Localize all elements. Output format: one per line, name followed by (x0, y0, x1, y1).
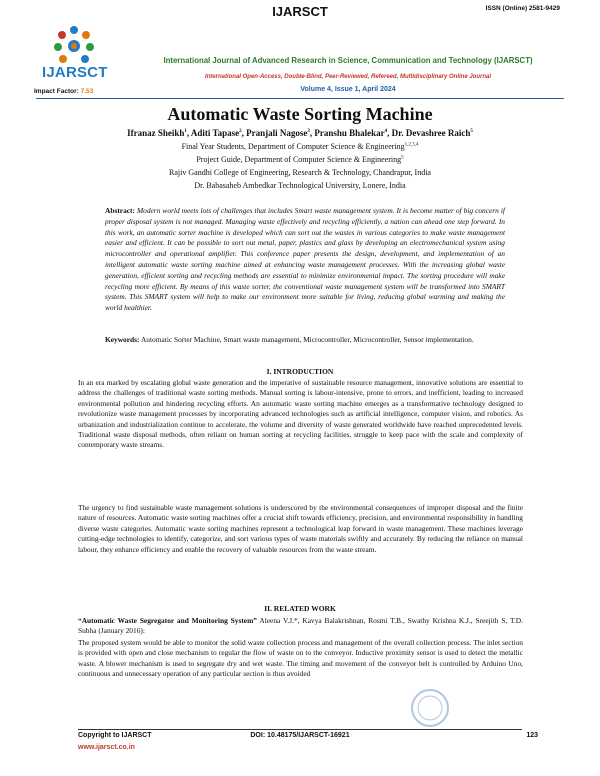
reference-title: “Automatic Waste Segregator and Monitoring System” (78, 616, 257, 625)
author: Aditi Tapase (190, 128, 240, 138)
affiliation-text: Project Guide, Department of Computer Science & Engineering (196, 155, 402, 164)
journal-full-title: International Journal of Advanced Research in Science, Communication and Technology (IJARSCT) (163, 56, 533, 65)
intro-paragraph-1: In an era marked by escalating global waste generation and the imperative of sustainable resource management, innovative solutions are essential to address the challenges of traditional waste sorting methods. Manual sorting is labour-intensive, prone to errors, and inefficient, leading to increased environmental pollution and hindering recycling efforts. An automatic waste sorting machine emerges as a transformative technology designed to revolutionize waste management processes by incorporating advanced technologies such as artificial intelligence, computer vision, and robotics. As urbanization and industrialization continue to accelerate, the volume and diversity of waste generated worldwide have reached unprecedented levels. Traditional waste disposal methods, often reliant on human sorting at recycling facilities, struggle to keep pace with the scale and complexity of contemporary waste streams. (78, 378, 523, 450)
affiliation (0, 155, 600, 164)
author-list: Ifranaz Sheikh$^1$, Aditi Tapase$^2$, Pranjali Nagose$^3$, Pranshu Bhalekar$^4$, Dr. Devashree Raich$^5$ (127, 128, 473, 138)
affiliation: Rajiv Gandhi College of Engineering, Research & Technology, Chandrapur, India (169, 168, 431, 177)
reference-authors: Aleena V.J.*, Kavya Balakrishnan, Rosmi T.B., Swathy Krishna K.J., Sreejith S, T.D. Subha (January 2016): (78, 616, 523, 636)
footer-copyright: Copyright to IJARSCT (78, 732, 152, 739)
author-sup: 4 (384, 129, 388, 134)
affiliation (0, 142, 600, 151)
section-heading-introduction: I. INTRODUCTION (266, 367, 334, 376)
paper-title: Automatic Waste Sorting Machine (167, 104, 433, 124)
page-number: 123 (526, 732, 538, 739)
issn: ISSN (Online) 2581-9429 (485, 5, 560, 12)
impact-value: 7.53 (80, 88, 94, 95)
impact-label: Impact Factor: (34, 88, 79, 95)
author-sup: 5 (470, 129, 473, 134)
affiliation-text: Final Year Students, Department of Computer Science & Engineering (181, 142, 405, 151)
logo-text: IJARSCT (42, 64, 108, 81)
section-heading-related-work: II. RELATED WORK (264, 604, 336, 613)
affiliation-sup: 1,2,3,4 (404, 142, 419, 148)
author: Pranshu Bhalekar (314, 128, 385, 138)
author: Pranjali Nagose (246, 128, 308, 138)
footer-doi: DOI: 10.48175/IJARSCT-16921 (250, 732, 350, 739)
related-work-paragraph: The proposed system would be able to monitor the solid waste collection process and management of the overall collection process. The inlet section is provided with open and close mechanism to regular the flow of waste on to the conveyor. Inductive proximity sensor is used to detect the metallic waste. A blower mechanism is used to segregate dry and wet waste. The timing and movement of the conveyor belt is controlled by Arduino Uno, continuous and unnecessary operation of any particular section is thus avoided (78, 638, 523, 679)
abstract (105, 206, 505, 314)
keywords-label: Keywords: (105, 335, 140, 344)
abstract-text: Modern world meets lots of challenges that includes Smart waste management system. It is become matter of big concern if proper disposal system is not managed. Managing waste effectively and recycling efficiently, a nation can ahead one step forward. In this work, an automatic sorter machine is developed which can sort out the wastes in various categories to make waste management easier and efficient. It can be possible to sort out metal, paper, plastics and glass by developing an electromechanical system using microcontroller and operational amplifier. This conference paper presents the design, development, and implementation of an intelligent automatic waste sorting machine aimed at enhancing waste management processes. With the increasing global waste generation, efficient sorting and recycling methods are essential to minimize environmental impact. The sorting procedure will make recycling more efficient. By means of this waste sorter, the conventional waste management system will be transformed into SMART system. This SMART system will help to make our environment more suitable for living, reducing global warming and making the world healthier. (105, 206, 505, 313)
related-work-reference (78, 616, 523, 637)
journal-seal-icon (410, 688, 450, 728)
author-sup: 2 (239, 129, 242, 134)
keywords-text: Automatic Sorter Machine, Smart waste management, Microcontroller, Microcontroller, Sensor implementation. (140, 335, 474, 344)
author: Dr. Devashree Raich (391, 128, 471, 138)
author: Ifranaz Sheikh (127, 128, 185, 138)
affiliation-sup: 5 (401, 155, 404, 161)
journal-abbr: IJARSCT (272, 4, 328, 19)
header-rule (36, 98, 564, 99)
footer-url-link[interactable]: www.ijarsct.co.in (78, 744, 135, 751)
volume-issue: Volume 4, Issue 1, April 2024 (300, 86, 396, 93)
intro-paragraph-2: The urgency to find sustainable waste management solutions is underscored by the environmental consequences of improper disposal and the finite nature of resources. Automatic waste sorting machines offer a crucial shift towards efficiency, precision, and environmental responsibility in handling diverse waste categories. Automatic waste sorting machines represent a technological leap forward in waste management. These machines leverage cutting-edge technologies to identify, categorize, and sort various types of waste materials swiftly and accurately. By reducing the reliance on manual labour, they enhance efficiency and enable the recovery of valuable resources from the waste stream. (78, 503, 523, 554)
author-sup: 3 (307, 129, 310, 134)
journal-access-line: International Open-Access, Double-Blind, Peer-Reviewed, Refereed, Multidisciplinary Online Journal (204, 74, 492, 80)
author-sup: 1 (184, 129, 187, 134)
keywords (105, 335, 505, 346)
affiliation: Dr. Babasaheb Ambedkar Technological University, Lonere, India (194, 181, 406, 190)
footer-rule (78, 729, 522, 730)
abstract-label: Abstract: (105, 206, 135, 215)
impact-factor (34, 88, 93, 95)
